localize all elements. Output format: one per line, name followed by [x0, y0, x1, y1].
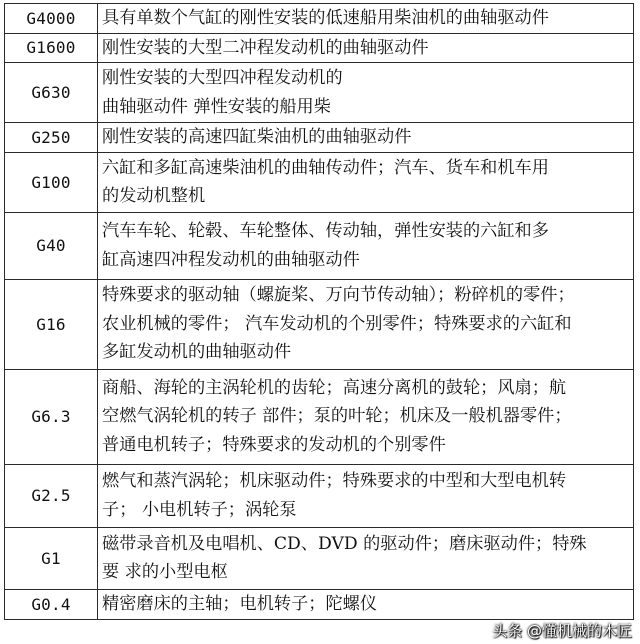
application-line: 曲轴驱动件 弹性安装的船用柴	[102, 96, 331, 117]
application-line: 六缸和多缸高速柴油机的曲轴传动件；汽车、货车和机车用	[102, 157, 549, 178]
application-line: 特殊要求的驱动轴（螺旋桨、万向节传动轴）；粉碎机的零件；	[102, 285, 575, 306]
application-cell	[98, 63, 634, 123]
application-cell	[98, 527, 634, 589]
grade-cell: G4000	[5, 4, 98, 34]
grade-cell: G6.3	[5, 369, 98, 464]
grade-table-body	[5, 4, 634, 620]
grade-cell: G0.4	[5, 589, 98, 619]
application-line: 商船、海轮的主涡轮机的齿轮；高速分离机的鼓轮；风扇；航	[102, 377, 567, 398]
grade-cell: G630	[5, 63, 98, 123]
application-line: 精密磨床的主轴；电机转子；陀螺仪	[102, 593, 378, 614]
application-cell	[98, 123, 634, 153]
application-cell	[98, 589, 634, 619]
grade-cell: G1	[5, 527, 98, 589]
application-cell	[98, 33, 634, 63]
grade-cell: G100	[5, 152, 98, 212]
application-line: 汽车车轮、轮毂、车轮整体、传动轴，弹性安装的六缸和多	[102, 221, 549, 241]
table-row	[5, 369, 634, 464]
table-row	[5, 4, 634, 34]
application-cell	[98, 4, 634, 34]
grade-cell: G16	[5, 279, 98, 369]
table-row	[5, 527, 634, 589]
application-line: 子； 小电机转子；涡轮泵	[102, 499, 297, 520]
application-line: 普通电机转子；特殊要求的发动机的个别零件	[102, 434, 446, 455]
application-cell	[98, 152, 634, 212]
table-row	[5, 279, 634, 369]
application-line: 农业机械的零件； 汽车发动机的个别零件；特殊要求的六缸和	[102, 313, 572, 334]
table-row	[5, 123, 634, 153]
application-cell	[98, 279, 634, 369]
grade-cell: G250	[5, 123, 98, 153]
balance-grade-table	[4, 3, 634, 620]
table-row	[5, 464, 634, 527]
application-line: 缸高速四冲程发动机的曲轴驱动件	[102, 249, 360, 270]
application-line: 的发动机整机	[102, 186, 206, 206]
table-row	[5, 63, 634, 123]
application-line: 刚性安装的大型二冲程发动机的曲轴驱动件	[102, 37, 429, 58]
application-line: 刚性安装的大型四冲程发动机的	[102, 68, 343, 88]
table-row	[5, 152, 634, 212]
application-line: 要 求的小型电枢	[102, 562, 228, 582]
grade-cell: G40	[5, 212, 98, 279]
table-row	[5, 212, 634, 279]
watermark: 头条 @懂机械的木匠	[492, 622, 632, 640]
grade-cell: G1600	[5, 33, 98, 63]
table-row	[5, 33, 634, 63]
application-line: 燃气和蒸汽涡轮；机床驱动件；特殊要求的中型和大型电机转	[102, 471, 567, 491]
application-line: 磁带录音机及电唱机、CD、DVD 的驱动件；磨床驱动件；特殊	[102, 533, 587, 554]
table-row	[5, 589, 634, 619]
application-line: 空燃气涡轮机的转子 部件；泵的叶轮；机床及一般机器零件；	[102, 406, 572, 427]
application-line: 具有单数个气缸的刚性安装的低速船用柴油机的曲轴驱动件	[102, 8, 549, 28]
application-line: 刚性安装的高速四缸柴油机的曲轴驱动件	[102, 127, 412, 147]
grade-cell: G2.5	[5, 464, 98, 527]
application-cell	[98, 369, 634, 464]
application-line: 多缸发动机的曲轴驱动件	[102, 342, 292, 363]
application-cell	[98, 212, 634, 279]
application-cell	[98, 464, 634, 527]
